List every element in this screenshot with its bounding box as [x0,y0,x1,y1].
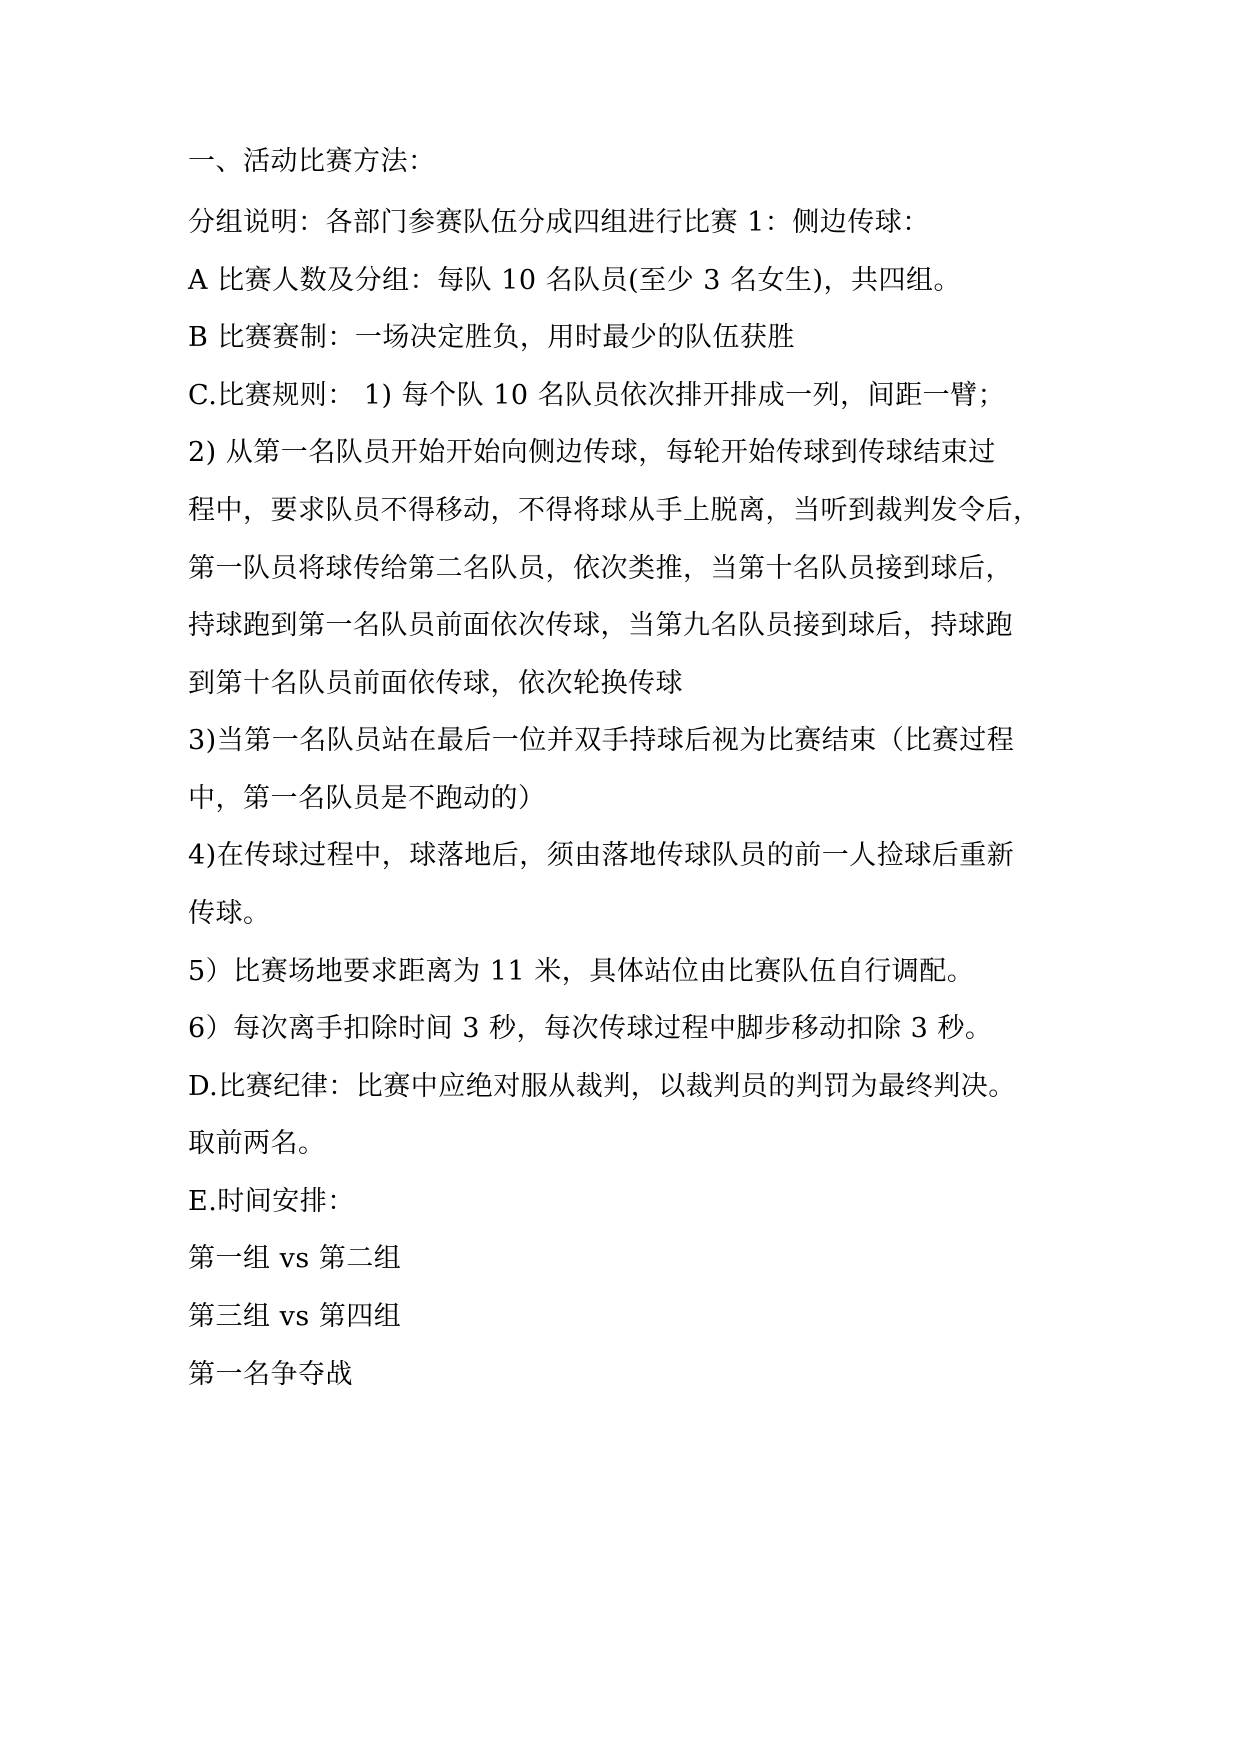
paragraph-line-rule-4-cont: 传球。 [188,898,271,929]
paragraph-line-discipline: D.比赛纪律：比赛中应绝对服从裁判，以裁判员的判罚为最终判决。 [188,1071,1016,1102]
paragraph-line-discipline-cont: 取前两名。 [188,1128,326,1159]
paragraph-line-rule-3: 3)当第一名队员站在最后一位并双手持球后视为比赛结束（比赛过程 [188,725,1015,756]
schedule-item-match-2: 第三组 vs 第四组 [188,1301,402,1332]
paragraph-line-rule-5: 5）比赛场地要求距离为 11 米，具体站位由比赛队伍自行调配。 [188,956,975,987]
paragraph-line-rule-4: 4)在传球过程中，球落地后，须由落地传球队员的前一人捡球后重新 [188,840,1015,871]
paragraph-line-rule-2-cont-3: 持球跑到第一名队员前面依次传球，当第九名队员接到球后，持球跑 [188,610,1013,641]
schedule-item-final: 第一名争夺战 [188,1359,353,1390]
paragraph-line-rule-2-cont-2: 第一队员将球传给第二名队员，依次类推，当第十名队员接到球后， [188,553,1013,584]
paragraph-line-rule-2-cont-1: 程中，要求队员不得移动，不得将球从手上脱离，当听到裁判发令后， [188,495,1041,526]
paragraph-line-rule-2-cont-4: 到第十名队员前面依传球，依次轮换传球 [188,668,683,699]
paragraph-line-grouping: 分组说明：各部门参赛队伍分成四组进行比赛 1：侧边传球： [188,207,930,238]
paragraph-line-rule-3-cont: 中，第一名队员是不跑动的） [188,783,546,814]
paragraph-line-rules: C.比赛规则： 1) 每个队 10 名队员依次排开排成一列，间距一臂； [188,380,1006,411]
paragraph-line-format: B 比赛赛制：一场决定胜负，用时最少的队伍获胜 [188,322,795,353]
paragraph-line-players: A 比赛人数及分组：每队 10 名队员(至少 3 名女生)，共四组。 [188,265,962,296]
paragraph-line-schedule: E.时间安排： [188,1186,355,1217]
section-heading: 一、活动比赛方法： [188,146,436,177]
paragraph-line-rule-6: 6）每次离手扣除时间 3 秒，每次传球过程中脚步移动扣除 3 秒。 [188,1013,993,1044]
schedule-item-match-1: 第一组 vs 第二组 [188,1243,402,1274]
paragraph-line-rule-2: 2) 从第一名队员开始开始向侧边传球，每轮开始传球到传球结束过 [188,437,996,468]
